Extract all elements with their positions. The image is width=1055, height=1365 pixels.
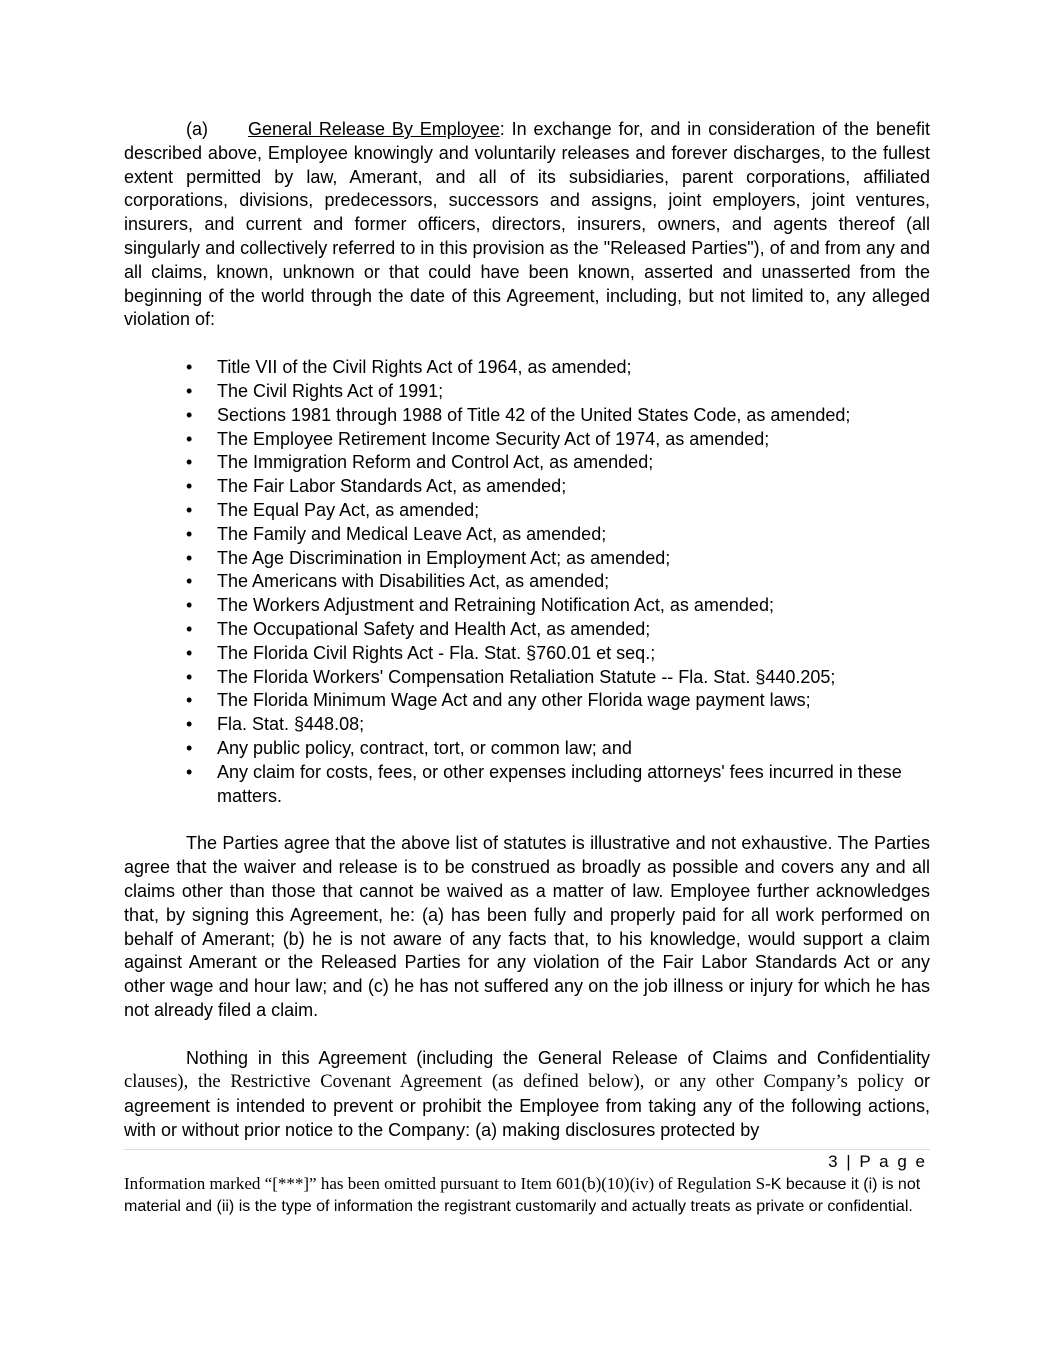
statute-list-item bbox=[124, 713, 930, 737]
statute-text: Any public policy, contract, tort, or common law; and bbox=[217, 737, 632, 758]
statute-list bbox=[124, 356, 930, 808]
bullet-icon: • bbox=[186, 357, 193, 378]
bullet-icon: • bbox=[186, 380, 193, 401]
statute-list-item bbox=[124, 523, 930, 547]
statute-list-item bbox=[124, 618, 930, 642]
footer-note-serif: Information marked “[***]” has been omitted pursuant to Item 601(b)(10)(iv) of Regulation S- bbox=[124, 1174, 771, 1193]
statute-text: The Employee Retirement Income Security Act of 1974, as amended; bbox=[217, 428, 770, 449]
bullet-icon: • bbox=[186, 523, 193, 544]
nothing-text-part-2: clauses), the Restrictive Covenant Agreement (as defined below), or any other Company’s policy bbox=[124, 1072, 904, 1093]
statute-text: The Age Discrimination in Employment Act; as amended; bbox=[217, 547, 671, 568]
bullet-icon: • bbox=[186, 714, 193, 735]
page-number: 3 | P a g e bbox=[828, 1152, 927, 1171]
bullet-icon: • bbox=[186, 476, 193, 497]
statute-list-item bbox=[124, 737, 930, 761]
statute-list-item bbox=[124, 404, 930, 428]
statute-list-item bbox=[124, 666, 930, 690]
bullet-icon: • bbox=[186, 737, 193, 758]
statute-list-item bbox=[124, 570, 930, 594]
bullet-icon: • bbox=[186, 452, 193, 473]
bullet-icon: • bbox=[186, 499, 193, 520]
bullet-icon: • bbox=[186, 547, 193, 568]
statute-text: The Occupational Safety and Health Act, as amended; bbox=[217, 618, 651, 639]
bullet-icon: • bbox=[186, 666, 193, 687]
statute-list-item bbox=[124, 499, 930, 523]
statute-list-item bbox=[124, 428, 930, 452]
statute-text: The Florida Minimum Wage Act and any other Florida wage payment laws; bbox=[217, 690, 811, 711]
footer-divider bbox=[124, 1149, 930, 1150]
statute-text: The Americans with Disabilities Act, as amended; bbox=[217, 571, 610, 592]
bullet-icon: • bbox=[186, 404, 193, 425]
statute-list-item bbox=[124, 475, 930, 499]
paragraph-label: (a) bbox=[186, 119, 208, 139]
bullet-icon: • bbox=[186, 595, 193, 616]
statute-text: The Florida Civil Rights Act - Fla. Stat. §760.01 et seq.; bbox=[217, 642, 656, 663]
statute-list-item bbox=[124, 761, 930, 809]
bullet-icon: • bbox=[186, 761, 193, 782]
statute-text: The Florida Workers' Compensation Retaliation Statute -- Fla. Stat. §440.205; bbox=[217, 666, 836, 687]
footer-redaction-note bbox=[124, 1173, 930, 1218]
bullet-icon: • bbox=[186, 642, 193, 663]
statute-list-item bbox=[124, 594, 930, 618]
statute-text: Sections 1981 through 1988 of Title 42 of the United States Code, as amended; bbox=[217, 404, 851, 425]
statute-text: The Fair Labor Standards Act, as amended; bbox=[217, 476, 567, 497]
statute-text: Title VII of the Civil Rights Act of 1964, as amended; bbox=[217, 357, 632, 378]
nothing-in-agreement-paragraph bbox=[124, 1047, 930, 1143]
statute-list-item bbox=[124, 547, 930, 571]
statute-list-item bbox=[124, 642, 930, 666]
statute-text: The Civil Rights Act of 1991; bbox=[217, 380, 444, 401]
bullet-icon: • bbox=[186, 690, 193, 711]
statute-text: The Immigration Reform and Control Act, as amended; bbox=[217, 452, 654, 473]
statute-text: The Family and Medical Leave Act, as amended; bbox=[217, 523, 607, 544]
statute-list-item bbox=[124, 356, 930, 380]
parties-agreement-paragraph: The Parties agree that the above list of statutes is illustrative and not exhaustive. The Parties agree that the waiver and release is to be construed as broadly as possible and covers any and all claims other than those that cannot be waived as a matter of law. Employee further acknowledges that, by signing this Agreement, he: (a) has been fully and properly paid for all work performed on behalf of Amerant; (b) he is not aware of any facts that, to his knowledge, would support a claim against Amerant or the Released Parties for any violation of the Fair Labor Standards Act or any other wage and hour law; and (c) he has not suffered any on the job illness or injury for which he has not already filed a claim. bbox=[124, 833, 930, 1020]
statute-text: The Workers Adjustment and Retraining Notification Act, as amended; bbox=[217, 595, 774, 616]
page-body bbox=[124, 118, 930, 1143]
bullet-icon: • bbox=[186, 618, 193, 639]
statute-text: Fla. Stat. §448.08; bbox=[217, 714, 365, 735]
footer-note-rest: K because it (i) is not material and (ii) is the type of information the registrant customarily and actually treats as private or confidential. bbox=[124, 1176, 921, 1215]
section-heading: General Release By Employee bbox=[248, 119, 500, 139]
statute-text: Any claim for costs, fees, or other expenses including attorneys' fees incurred in these matters. bbox=[217, 761, 902, 806]
statute-text: The Equal Pay Act, as amended; bbox=[217, 499, 480, 520]
bullet-icon: • bbox=[186, 571, 193, 592]
nothing-text-part-1: Nothing in this Agreement (including the General Release of Claims and Confidentiality bbox=[186, 1047, 930, 1068]
statute-list-item bbox=[124, 451, 930, 475]
statute-list-item bbox=[124, 380, 930, 404]
general-release-paragraph bbox=[124, 118, 930, 332]
bullet-icon: • bbox=[186, 428, 193, 449]
general-release-text: : In exchange for, and in consideration of the benefit described above, Employee knowingly and voluntarily releases and forever discharges, to the fullest extent permitted by law, Amerant, and all of its subsidiaries, parent corporations, affiliated corporations, divisions, predecessors, successors and assigns, joint employers, joint ventures, insurers, and current and former officers, directors, insurers, owners, and agents thereof (all singularly and collectively referred to in this provision as the "Released Parties"), of and from any and all claims, known, unknown or that could have been known, asserted and unasserted from the beginning of the world through the date of this Agreement, including, but not limited to, any alleged violation of: bbox=[124, 119, 930, 330]
nothing-text-part-3: or agreement is intended to prevent or prohibit the Employee from taking any of the following actions, with or without prior notice to the Company: (a) making disclosures protected by bbox=[124, 1071, 930, 1141]
statute-list-item bbox=[124, 689, 930, 713]
